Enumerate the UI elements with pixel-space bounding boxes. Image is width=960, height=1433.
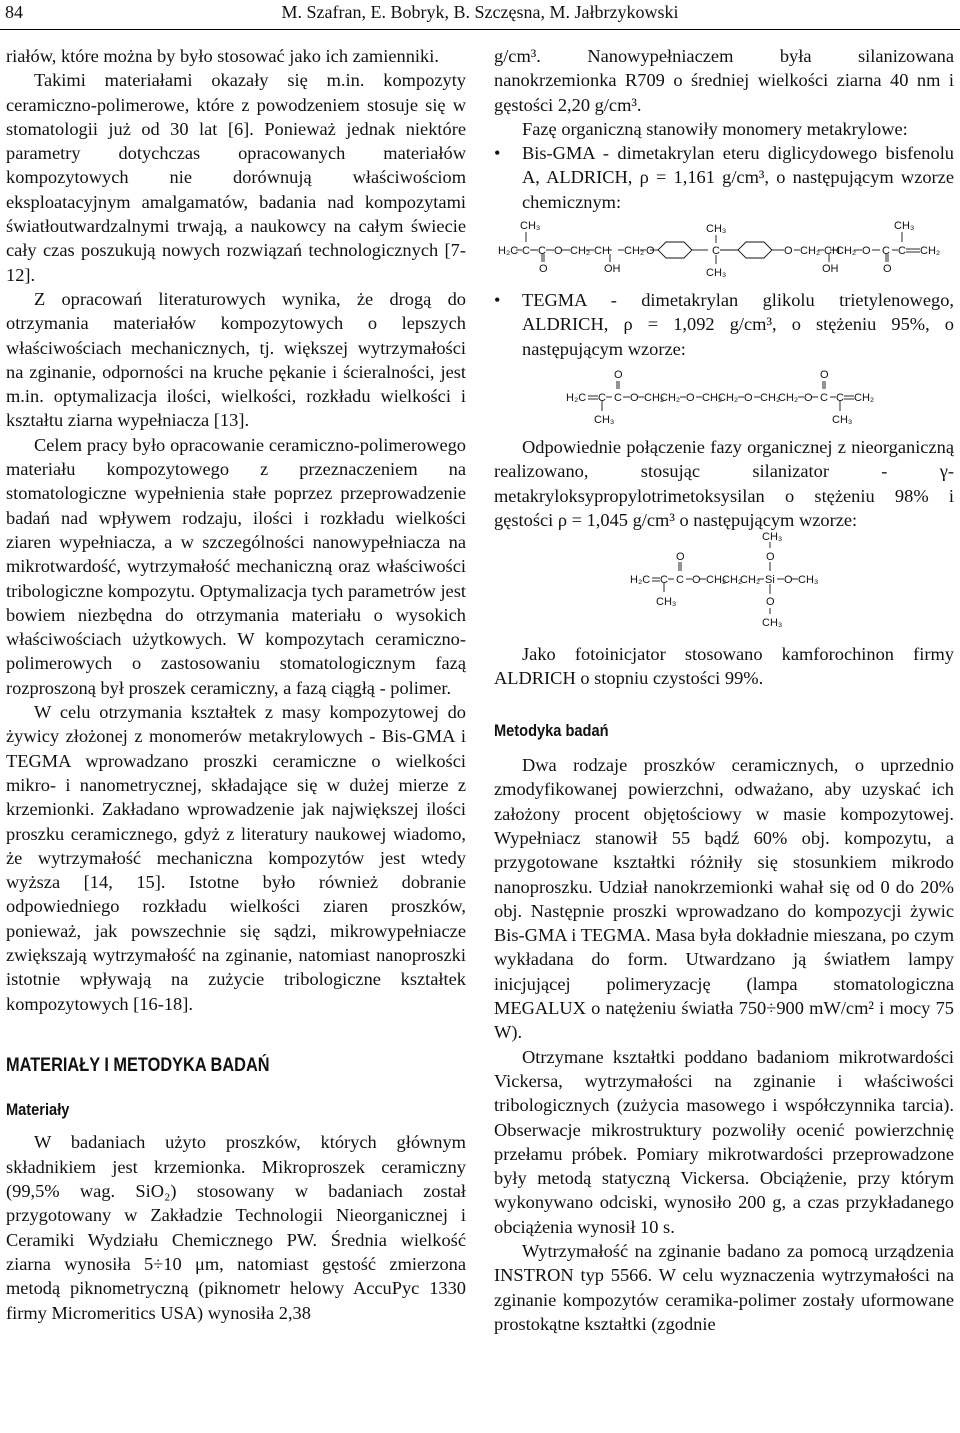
formula-atom: CH₂ <box>760 391 781 404</box>
formula-atom: CH₃ <box>832 413 853 426</box>
header-rule <box>0 29 960 30</box>
formula-atom: CH₂ <box>740 574 761 587</box>
list-item-text: Bis-GMA - dimetakrylan eteru diglicydowego bisfenolu A, ALDRICH, ρ = 1,161 g/cm³, o następującym wzorze chemicznym: <box>522 143 954 212</box>
list-item-text: TEGMA - dimetakrylan glikolu trietylenowego, ALDRICH, ρ = 1,092 g/cm³, o stężeniu 95%, o następującym wzorze: <box>522 290 954 359</box>
formula-atom: C <box>712 245 720 258</box>
formula-atom: O <box>630 391 639 404</box>
bullet-icon: • <box>494 143 501 164</box>
formula-atom: Si <box>765 574 775 587</box>
formula-atom: C <box>676 574 684 587</box>
bullet-icon: • <box>494 290 501 311</box>
formula-atom: H₂C <box>498 245 519 258</box>
paragraph: W badaniach użyto proszków, których głównym składnikiem jest krzemionka. Mikroproszek ceramiczny (99,5% wag. SiO₂) stosowany w badaniach został przygotowany w Zakładzie Technologii Nieorganicznej i Ceramiki Wydziału Chemicznego PW. Średnia wielkość ziarna wynosiła 5÷10 μm, natomiast gęstość zmierzona metodą piknometryczną (piknometr helowy AccuPyc 1330 firmy Micromeritics USA) wynosiła 2,38 <box>6 1132 466 1323</box>
paragraph: Takimi materiałami okazały się m.in. kompozyty ceramiczno-polimerowe, które z powodzeniem stosuje się w stomatologii już od 30 lat [6]. Ponieważ jednak niektóre parametry dotychczas opracowanych materiałów kompozytowych nie dorównują właściwościom eksploatacyjnym amalgamatów, badania nad kompozytami światłoutwardzalnymi trwają, a naukowcy na całym świecie cały czas poszukują nowych rozwiązań technologicznych [7-12]. <box>6 70 466 285</box>
formula-atom: CH₃ <box>798 574 819 587</box>
running-header <box>0 0 960 32</box>
formula-atom: C <box>522 245 530 258</box>
formula-atom: C <box>660 574 668 587</box>
formula-atom: CH₃ <box>706 267 727 280</box>
left-column <box>6 44 466 1325</box>
running-header-authors: M. Szafran, E. Bobryk, B. Szczęsna, M. Jałbrzykowski <box>281 2 679 22</box>
formula-atom: CH₃ <box>762 617 783 630</box>
formula-atom: O <box>883 263 892 276</box>
list-item <box>494 288 954 361</box>
formula-atom: CH₃ <box>706 223 727 236</box>
formula-atom: O <box>820 368 829 381</box>
page-number: 84 <box>5 2 23 22</box>
formula-atom: O <box>692 574 701 587</box>
formula-atom: CH₃ <box>762 532 783 544</box>
formula-atom: O <box>554 245 563 258</box>
formula-atom: C <box>898 245 906 258</box>
formula-atom: O <box>646 245 655 258</box>
formula-atom: C <box>882 245 890 258</box>
formula-atom: CH₂ <box>660 391 681 404</box>
formula-atom: CH₂ <box>920 245 941 258</box>
formula-atom: O <box>862 245 871 258</box>
formula-atom: C <box>538 245 546 258</box>
bis-gma-formula <box>494 214 954 288</box>
formula-atom: CH₂ <box>718 391 739 404</box>
formula-atom: O <box>744 391 753 404</box>
formula-atom: CH₂ <box>624 245 645 258</box>
paragraph: Odpowiednie połączenie fazy organicznej z nieorganiczną realizowano, stosując silanizator - γ-metakryloksypropylotrimetoksysilan o stężeniu 98% i gęstości ρ = 1,045 g/cm³ o następującym wzorze: <box>494 436 954 530</box>
formula-atom: O <box>614 368 623 381</box>
formula-atom: CH₂ <box>644 391 665 404</box>
paragraph: Dwa rodzaje proszków ceramicznych, o uprzednio zmodyfikowanej powierzchni, odważano, aby uzyskać ich założony procent objętościowy w masie kompozytowej. Wypełniacz stanowił 55 bądź 60% obj. kompozytu, a przygotowane kształtki różniły się stosunkiem mikrodo nanoproszku. Udział nanokrzemionki wahał się od 0 do 20% obj. Następnie proszki wprowadzano do kompozycji żywic Bis-GMA i TEGMA. Masa była dokładnie mieszana, po czym wykładana do form. Utwardzano ją światłem lampy inicjującej polimeryzację (lampa stomatologiczna MEGALUX o natężeniu światła 750÷900 mW/cm² i mocy 75 W). <box>494 755 954 1043</box>
paragraph: riałów, które można by było stosować jako ich zamienniki. <box>6 46 439 66</box>
formula-atom: CH₂ <box>702 391 723 404</box>
paragraph: Celem pracy było opracowanie ceramiczno-polimerowego materiału kompozytowego z przeznaczeniem na stomatologiczne wypełnienia stałe poprzez przeprowadzenie badań nad wpływem rodzaju, ilości i rozkładu wielkości ziaren wypełniacza, a w szczególności nanowypełniacza na mikrotwardość, wytrzymałość mechaniczną oraz właściwości tribologiczne kompozytu. Optymalizacja tych parametrów jest bowiem niezbędna do otrzymania materiału o wysokich właściwościach użytkowych. W kompozytach ceramiczno-polimerowych o zastosowaniu stomatologicznym fazą rozproszoną był proszek ceramiczny, a fazą ciągłą - polimer. <box>6 434 466 698</box>
formula-atom: O <box>784 245 793 258</box>
formula-atom: CH₂ <box>854 391 875 404</box>
list-item <box>494 141 954 214</box>
formula-atom: CH <box>824 245 840 258</box>
paragraph: Fazę organiczną stanowiły monomery metakrylowe: <box>522 118 908 139</box>
paragraph: Z opracowań literaturowych wynika, że drogą do otrzymania materiałów kompozytowych o lepszych właściwościach mechanicznych, tj. większej wytrzymałości na zginanie, odporności na kruche pękanie i ścieralności, jest m.in. optymalizacja ilości, wielkości, rozkładu wielkości i kształtu ziarna wypełniacza [13]. <box>6 288 466 431</box>
subsection-heading: Materiały <box>6 1100 70 1120</box>
paragraph: Wytrzymałość na zginanie badano za pomocą urządzenia INSTRON typ 5566. W celu wyznaczenia wytrzymałości na zginanie kompozytów ceramika-polimer zostały uformowane prostokątne kształtki (zgodnie <box>494 1240 954 1334</box>
formula-atom: CH₂ <box>836 245 857 258</box>
formula-atom: O <box>686 391 695 404</box>
section-heading: MATERIAŁY I METODYKA BADAŃ <box>6 1054 270 1076</box>
formula-atom: CH₂ <box>778 391 799 404</box>
silane-formula <box>494 532 954 642</box>
formula-atom: CH₂ <box>800 245 821 258</box>
formula-atom: CH₂ <box>706 574 727 587</box>
formula-atom: H₂C <box>630 574 651 587</box>
formula-atom: CH₃ <box>894 220 915 233</box>
formula-atom: CH₃ <box>656 596 677 609</box>
formula-atom: O <box>676 551 685 564</box>
formula-atom: CH₂ <box>722 574 743 587</box>
formula-atom: OH <box>604 263 621 276</box>
formula-atom: CH <box>594 245 610 258</box>
paragraph: g/cm³. Nanowypełniaczem była silanizowana nanokrzemionka R709 o średniej wielkości ziarna 40 nm i gęstości 2,20 g/cm³. <box>494 46 954 115</box>
paragraph: Otrzymane kształtki poddano badaniom mikrotwardości Vickersa, wytrzymałości na zginanie i właściwości tribologicznych (zużycia masowego i współczynnika tarcia). Obserwacje mikrostruktury pozwoliły ocenić powierzchnię przełamu próbek. Pomiary mikrotwardości przeprowadzone były metodą statyczną Vickersa. Obciążenie, przy którym wykonywano odciski, wynosiło 200 g, a czas przykładanego obciążenia wynosił 10 s. <box>494 1046 954 1237</box>
formula-atom: C <box>598 391 606 404</box>
right-column <box>494 44 954 1336</box>
subsection-heading: Metodyka badań <box>494 720 609 740</box>
formula-atom: O <box>784 574 793 587</box>
formula-atom: OH <box>822 263 839 276</box>
formula-atom: O <box>804 391 813 404</box>
formula-atom: CH₃ <box>594 413 615 426</box>
formula-atom: O <box>766 596 775 609</box>
tegma-formula <box>494 361 954 435</box>
formula-atom: CH₃ <box>520 220 541 233</box>
paragraph: Jako fotoinicjator stosowano kamforochinon firmy ALDRICH o stopniu czystości 99%. <box>494 644 954 689</box>
formula-atom: C <box>836 391 844 404</box>
formula-atom: O <box>539 263 548 276</box>
formula-atom: CH₂ <box>570 245 591 258</box>
formula-atom: C <box>820 391 828 404</box>
formula-atom: H₂C <box>566 391 587 404</box>
formula-atom: C <box>614 391 622 404</box>
paragraph: W celu otrzymania kształtek z masy kompozytowej do żywicy złożonej z monomerów metakrylowych - Bis-GMA i TEGMA wprowadzano proszki ceramiczne o wielkości mikro- i nanometrycznej, składające się w dużej mierze z krzemionki. Zakładano wprowadzenie jak największej ilości proszku ceramicznego, gdyż z literatury naukowej wiadomo, że wytrzymałość mechaniczna kompozytów jest wtedy wyższa [14, 15]. Istotne było również dobranie odpowiedniego rozkładu wielkości ziaren proszków, ponieważ, jak powszechnie się sądzi, mikrowypełniacze zwiększają wytrzymałość na zginanie, natomiast nanoproszki istotnie wpływają na zużycie tribologiczne kształtek kompozytowych [16-18]. <box>6 702 466 1014</box>
formula-atom: O <box>766 551 775 564</box>
